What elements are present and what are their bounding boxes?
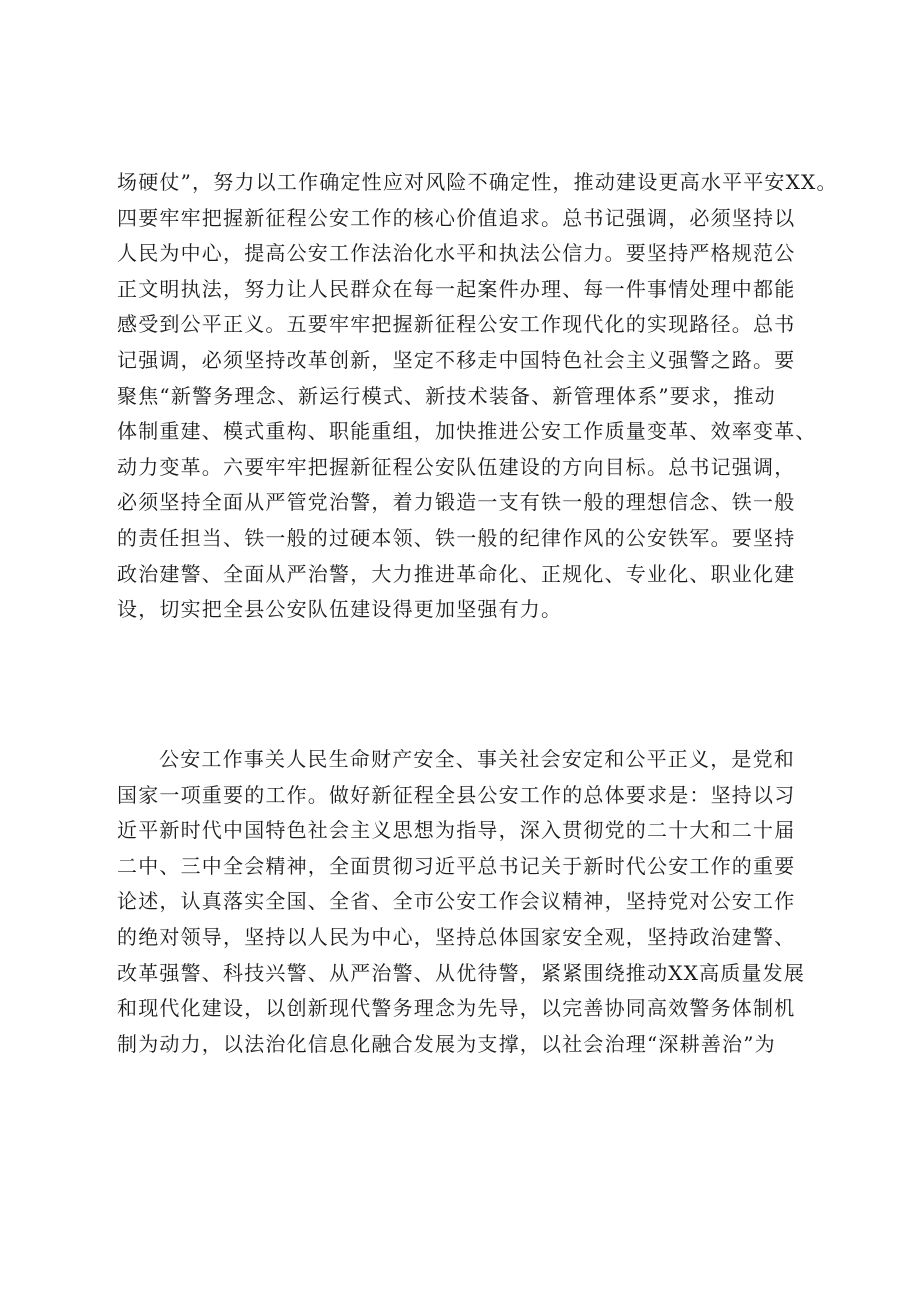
text-line: 近平新时代中国特色社会主义思想为指导，深入贯彻党的二十大和二十届 <box>117 818 796 843</box>
text-line: 聚焦“新警务理念、新运行模式、新技术装备、新管理体系”要求，推动 <box>117 383 776 408</box>
text-line: 和现代化建设，以创新现代警务理念为先导，以完善协同高效警务体制机 <box>117 996 796 1021</box>
text-line: 必须坚持全面从严管党治警，着力锻造一支有铁一般的理想信念、铁一般 <box>117 490 796 515</box>
text-line: 改革强警、科技兴警、从严治警、从优待警，紧紧围绕推动XX高质量发展 <box>117 960 806 985</box>
text-line: 人民为中心，提高公安工作法治化水平和执法公信力。要坚持严格规范公 <box>117 241 796 266</box>
text-line: 正文明执法，努力让人民群众在每一起案件办理、每一件事情处理中都能 <box>117 276 796 301</box>
text-line-first: 公安工作事关人民生命财产安全、事关社会安定和公平正义，是党和 <box>159 747 795 771</box>
text-line: 制为动力，以法治化信息化融合发展为支撑，以社会治理“深耕善治”为 <box>117 1031 776 1056</box>
text-line: 场硬仗”，努力以工作确定性应对风险不确定性，推动建设更高水平平安XX。 <box>117 170 838 194</box>
text-line: 的责任担当、铁一般的过硬本领、铁一般的纪律作风的公安铁军。要坚持 <box>117 525 796 550</box>
text-line: 体制重建、模式重构、职能重组，加快推进公安工作质量变革、效率变革、 <box>117 419 817 444</box>
text-line: 记强调，必须坚持改革创新，坚定不移走中国特色社会主义强警之路。要 <box>117 347 796 372</box>
text-line: 二中、三中全会精神，全面贯彻习近平总书记关于新时代公安工作的重要 <box>117 853 796 878</box>
text-line: 感受到公平正义。五要牢牢把握新征程公安工作现代化的实现路径。总书 <box>117 312 796 337</box>
paragraph-general-requirements <box>117 742 817 1062</box>
text-line: 论述，认真落实全国、全省、全市公安工作会议精神，坚持党对公安工作 <box>117 889 796 914</box>
text-line: 的绝对领导，坚持以人民为中心，坚持总体国家安全观，坚持政治建警、 <box>117 924 796 949</box>
text-line: 动力变革。六要牢牢把握新征程公安队伍建设的方向目标。总书记强调， <box>117 454 796 479</box>
text-line: 政治建警、全面从严治警，大力推进革命化、正规化、专业化、职业化建 <box>117 561 796 586</box>
text-line: 国家一项重要的工作。做好新征程全县公安工作的总体要求是：坚持以习 <box>117 782 796 807</box>
paragraph-continuation <box>117 165 838 628</box>
text-line: 四要牢牢把握新征程公安工作的核心价值追求。总书记强调，必须坚持以 <box>117 205 796 230</box>
text-line: 设，切实把全县公安队伍建设得更加坚强有力。 <box>117 597 563 622</box>
